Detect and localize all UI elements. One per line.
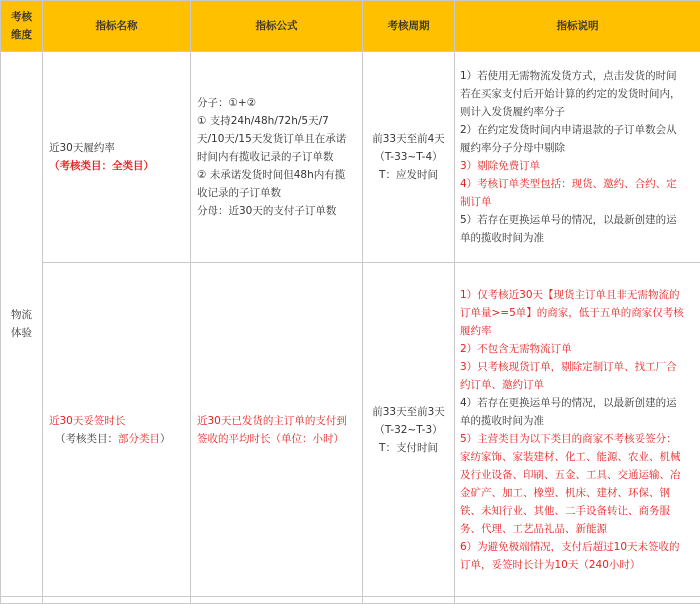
desc-line: 4）若存在更换运单号的情况，以最新创建的运 bbox=[460, 394, 697, 412]
header-description: 指标说明 bbox=[455, 1, 700, 52]
formula-line: ② 未承诺发货时间但48h内有揽 bbox=[197, 166, 357, 184]
header-cycle: 考核周期 bbox=[363, 1, 455, 52]
desc-line: 3）剔除免费订单 bbox=[460, 157, 697, 175]
cycle-line: T：应发时间 bbox=[363, 166, 454, 184]
desc-line: 6）为避免极端情况，支付后超过10天未签收的 bbox=[460, 538, 697, 556]
desc-line: 订单，妥签时长计为10天（240小时） bbox=[460, 556, 697, 574]
partial-cell bbox=[455, 597, 700, 604]
desc-line: 金矿产、加工、橡塑、机床、建材、环保、钢 bbox=[460, 484, 697, 502]
formula-line: 近30天已发货的主订单的支付到 bbox=[197, 412, 357, 430]
table-row bbox=[1, 263, 700, 597]
desc-line: 单的揽收时间为准 bbox=[460, 229, 697, 247]
cycle-line: T：支付时间 bbox=[363, 439, 454, 457]
metric-description-cell bbox=[455, 263, 700, 597]
metric-name: 近30天履约率 bbox=[49, 139, 185, 157]
desc-line: 单的揽收时间为准 bbox=[460, 412, 697, 430]
partial-cell bbox=[363, 597, 455, 604]
formula-line: 分母：近30天的支付子订单数 bbox=[197, 202, 357, 220]
category-suffix: ） bbox=[160, 433, 171, 445]
partial-cell bbox=[191, 597, 363, 604]
table-row bbox=[1, 52, 700, 263]
metric-name-cell bbox=[43, 263, 191, 597]
cycle-line: 前33天至前4天 bbox=[363, 130, 454, 148]
formula-line: 签收的平均时长（单位：小时） bbox=[197, 430, 357, 448]
desc-line: 2）在约定发货时间内申请退款的子订单数会从 bbox=[460, 121, 697, 139]
metric-formula-cell bbox=[191, 263, 363, 597]
formula-line: 时间内有揽收记录的子订单数 bbox=[197, 148, 357, 166]
metric-cycle-cell bbox=[363, 52, 455, 263]
table-header-row bbox=[1, 1, 700, 52]
metric-category bbox=[49, 430, 171, 448]
category-prefix: （考核类目： bbox=[55, 433, 118, 445]
desc-line: 3）只考核现货订单，剔除定制订单、找工厂合 bbox=[460, 358, 697, 376]
desc-line: 订单量>=5单】的商家，低于五单的商家仅考核 bbox=[460, 304, 697, 322]
desc-line: 履约率分子分母中剔除 bbox=[460, 139, 697, 157]
desc-line: 铁、未知行业、其他、二手设备转让、商务服 bbox=[460, 502, 697, 520]
desc-line: 约订单、邀约订单 bbox=[460, 376, 697, 394]
metric-description-cell bbox=[455, 52, 700, 263]
metric-name: 近30天妥签时长 bbox=[49, 412, 185, 430]
formula-line: ① 支持24h/48h/72h/5天/7 bbox=[197, 112, 357, 130]
desc-line: 5）主营类目为以下类目的商家不考核妥签分： bbox=[460, 430, 697, 448]
formula-line: 分子：①+② bbox=[197, 94, 357, 112]
header-name: 指标名称 bbox=[43, 1, 191, 52]
formula-line: 天/10天/15天发货订单且在承诺 bbox=[197, 130, 357, 148]
category-value: 部分类目 bbox=[118, 433, 160, 445]
header-dimension: 考核 维度 bbox=[1, 1, 43, 52]
dimension-cell: 物流 体验 bbox=[1, 52, 43, 597]
desc-line: 1）若使用无需物流发货方式，点击发货的时间 bbox=[460, 67, 697, 85]
desc-line: 履约率 bbox=[460, 322, 697, 340]
desc-line: 1）仅考核近30天【现货主订单且非无需物流的 bbox=[460, 286, 697, 304]
formula-line: 收记录的子订单数 bbox=[197, 184, 357, 202]
cycle-line: （T-32~T-3） bbox=[363, 421, 454, 439]
partial-cell bbox=[43, 597, 191, 604]
desc-line: 4）考核订单类型包括：现货、邀约、合约、定 bbox=[460, 175, 697, 193]
desc-line: 则计入发货履约率分子 bbox=[460, 103, 697, 121]
metric-category: （考核类目：全类目） bbox=[49, 157, 185, 175]
cycle-line: 前33天至前3天 bbox=[363, 403, 454, 421]
desc-line: 及行业设备、印刷、五金、工具、交通运输、冶 bbox=[460, 466, 697, 484]
desc-line: 家纺家饰、家装建材、化工、能源、农业、机械 bbox=[460, 448, 697, 466]
desc-line: 5）若存在更换运单号的情况，以最新创建的运 bbox=[460, 211, 697, 229]
cycle-line: （T-33~T-4） bbox=[363, 148, 454, 166]
desc-line: 2）不包含无需物流订单 bbox=[460, 340, 697, 358]
metric-cycle-cell bbox=[363, 263, 455, 597]
table-row-partial bbox=[1, 597, 700, 604]
header-formula: 指标公式 bbox=[191, 1, 363, 52]
desc-line: 若在买家支付后开始计算的约定的发货时间内， bbox=[460, 85, 697, 103]
metric-formula-cell bbox=[191, 52, 363, 263]
metric-name-cell bbox=[43, 52, 191, 263]
desc-line: 制订单 bbox=[460, 193, 697, 211]
desc-line: 务、代理、工艺品礼品、新能源 bbox=[460, 520, 697, 538]
partial-cell bbox=[1, 597, 43, 604]
